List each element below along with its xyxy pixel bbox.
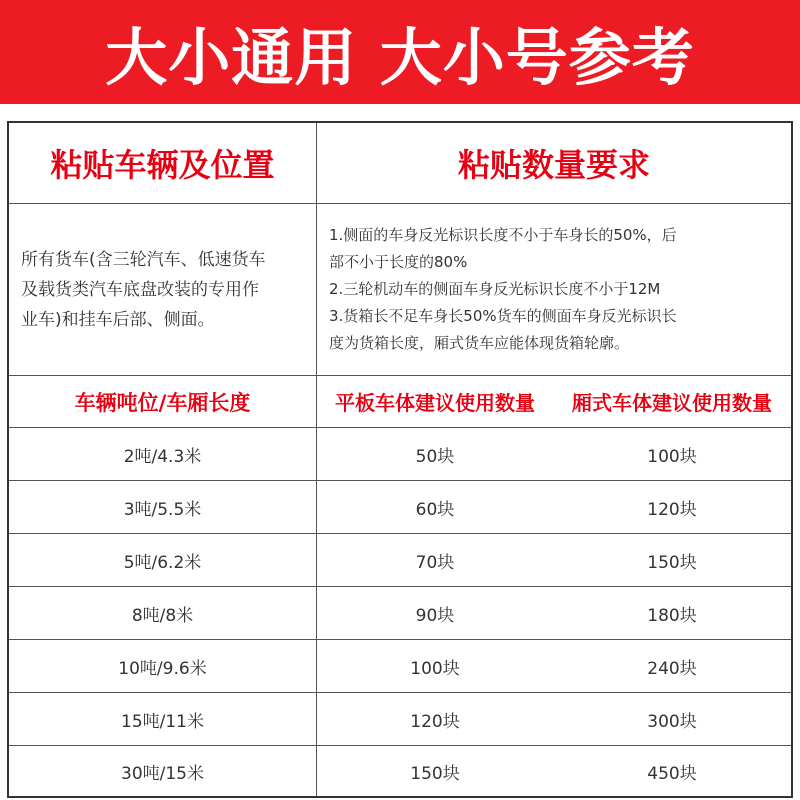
table-row-cell (553, 640, 791, 692)
table-row-cell (553, 534, 791, 586)
flatbed-quantity: 90块 (415, 605, 455, 626)
table-row-cell (9, 640, 316, 692)
description-left-line: 所有货车(含三轮汽车、低速货车 (21, 249, 266, 270)
table-row-cell (317, 587, 553, 639)
flatbed-quantity: 120块 (410, 711, 460, 732)
table-row-cell (317, 534, 553, 586)
description-left-text (21, 245, 266, 335)
description-right-cell (317, 204, 791, 375)
table-row-cell (9, 693, 316, 745)
flatbed-quantity: 50块 (415, 446, 455, 467)
table-row-cell (317, 693, 553, 745)
header-left-cell (9, 123, 316, 203)
box-quantity: 150块 (647, 552, 697, 573)
header-right-cell (317, 123, 791, 203)
flatbed-quantity: 100块 (410, 658, 460, 679)
spec-table (7, 121, 793, 798)
tonnage-value: 3吨/5.5米 (123, 499, 202, 520)
box-quantity: 100块 (647, 446, 697, 467)
column-header-label: 车辆吨位/车厢长度 (74, 390, 251, 415)
description-right-text (329, 222, 677, 357)
description-right-line: 1.侧面的车身反光标识长度不小于车身长的50%，后 (329, 226, 677, 244)
description-left-cell (9, 204, 316, 375)
description-left-line: 及载货类汽车底盘改装的专用作 (21, 279, 259, 300)
tonnage-value: 5吨/6.2米 (123, 552, 202, 573)
flatbed-quantity: 150块 (410, 763, 460, 784)
box-quantity: 180块 (647, 605, 697, 626)
box-quantity: 120块 (647, 499, 697, 520)
tonnage-value: 2吨/4.3米 (123, 446, 202, 467)
table-row-cell (317, 428, 553, 480)
table-row-cell (553, 587, 791, 639)
tonnage-value: 30吨/15米 (121, 763, 204, 784)
description-left-line: 业车)和挂车后部、侧面。 (21, 309, 215, 330)
table-row-cell (317, 640, 553, 692)
table-row-cell (317, 481, 553, 533)
table-row-cell (553, 693, 791, 745)
table-row-cell (553, 481, 791, 533)
tonnage-value: 8吨/8米 (131, 605, 194, 626)
table-row-cell (9, 587, 316, 639)
box-quantity: 450块 (647, 763, 697, 784)
description-right-line: 3.货箱长不足车身长50%货车的侧面车身反光标识长 (329, 307, 677, 325)
table-row-cell (553, 428, 791, 480)
tonnage-value: 10吨/9.6米 (118, 658, 207, 679)
description-right-line: 度为货箱长度，厢式货车应能体现货箱轮廓。 (329, 334, 630, 352)
column-header-label: 厢式车体建议使用数量 (572, 391, 772, 415)
tonnage-value: 15吨/11米 (121, 711, 204, 732)
table-row-cell (9, 428, 316, 480)
table-row-cell (9, 746, 316, 796)
table-row-cell (9, 534, 316, 586)
table-row-cell (9, 481, 316, 533)
description-right-line: 2.三轮机动车的侧面车身反光标识长度不小于12M (329, 280, 661, 298)
column-header-tonnage (9, 376, 316, 427)
table-row-cell (317, 746, 553, 796)
column-header-box (553, 376, 791, 427)
banner-title: 大小通用 大小号参考 (105, 20, 695, 94)
header-left-title: 粘贴车辆及位置 (50, 146, 275, 184)
box-quantity: 300块 (647, 711, 697, 732)
flatbed-quantity: 60块 (415, 499, 455, 520)
title-banner (0, 0, 800, 104)
column-header-flatbed (317, 376, 553, 427)
column-header-label: 平板车体建议使用数量 (335, 391, 535, 415)
header-right-title: 粘贴数量要求 (457, 146, 650, 184)
table-row-cell (553, 746, 791, 796)
description-right-line: 部不小于长度的80% (329, 253, 468, 271)
box-quantity: 240块 (647, 658, 697, 679)
flatbed-quantity: 70块 (415, 552, 455, 573)
